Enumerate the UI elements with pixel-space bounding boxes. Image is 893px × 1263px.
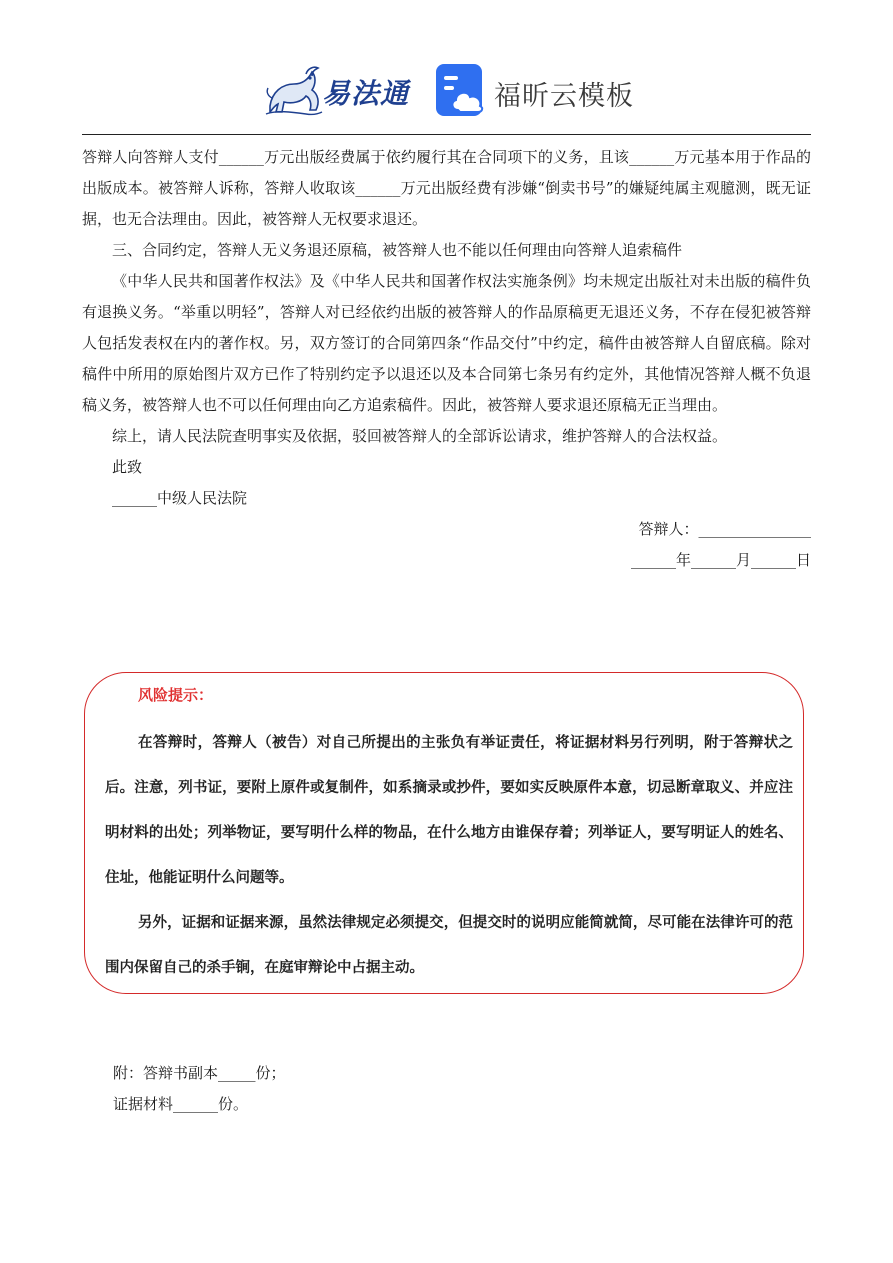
header-divider [82, 134, 811, 135]
fuxin-template-logo [436, 64, 636, 118]
date-line: ______年______月______日 [630, 551, 811, 569]
signature-line: 答辩人：_______________ [638, 520, 811, 538]
qilin-emblem-icon [262, 62, 324, 120]
attachment-copies-line: 附：答辩书副本_____份； [113, 1064, 286, 1082]
yifatong-logo [262, 62, 414, 120]
paragraph-publication-fee: 答辩人向答辩人支付______万元出版经费属于依约履行其在合同项下的义务，且该______万元基本用于作品的出版成本。被答辩人诉称，答辩人收取该______万元出版经费有涉嫌“倒卖书号”的嫌疑纯属主观臆测，既无证据，也无合法理由。因此，被答辩人无权要求退还。 [82, 148, 811, 228]
page-header [0, 58, 893, 122]
risk-tip-title: 风险提示： [138, 686, 214, 704]
paragraph-conclusion: 综上，请人民法院查明事实及依据，驳回被答辩人的全部诉讼请求，维护答辩人的合法权益。 [112, 427, 728, 445]
document-body [82, 142, 811, 576]
fuxin-logo-text: 福昕云模板 [494, 81, 634, 112]
risk-tip-paragraph: 在答辩时，答辩人（被告）对自己所提出的主张负有举证责任，将证据材料另行列明，附于答辩状之后。注意，列书证，要附上原件或复制件，如系摘录或抄件，要如实反映原件本意，切忌断章取义、并应注明材料的出处；列举物证，要写明什么样的物品，在什么地方由谁保存着；列举证人，要写明证人的姓名、住址，他能证明什么问题等。 [105, 735, 793, 886]
risk-tip-body [105, 721, 793, 991]
risk-tip-paragraph: 另外，证据和证据来源，虽然法律规定必须提交，但提交时的说明应能简就简，尽可能在法律许可的范围内保留自己的杀手锏，在庭审辩论中占据主动。 [105, 915, 793, 976]
salutation: 此致 [112, 458, 143, 476]
section-heading-three: 三、合同约定，答辩人无义务退还原稿，被答辩人也不能以任何理由向答辩人追索稿件 [112, 241, 683, 259]
paragraph-copyright-law: 《中华人民共和国著作权法》及《中华人民共和国著作权法实施条例》均未规定出版社对未出版的稿件负有退换义务。“举重以明轻”，答辩人对已经依约出版的被答辩人的作品原稿更无退还义务，不存在侵犯被答辩人包括发表权在内的著作权。另，双方签订的合同第四条“作品交付”中约定，稿件由被答辩人自留底稿。除对稿件中所用的原始图片双方已作了特别约定予以退还以及本合同第七条另有约定外，其他情况答辩人概不负退稿义务，被答辩人也不可以任何理由向乙方追索稿件。因此，被答辩人要求退还原稿无正当理由。 [82, 272, 811, 414]
yifatong-logo-text: 易法通 [322, 77, 410, 110]
cloud-document-icon [436, 64, 488, 116]
court-addressee: ______中级人民法院 [112, 489, 248, 507]
attachments [113, 1058, 513, 1120]
attachment-evidence-line: 证据材料______份。 [113, 1095, 249, 1113]
